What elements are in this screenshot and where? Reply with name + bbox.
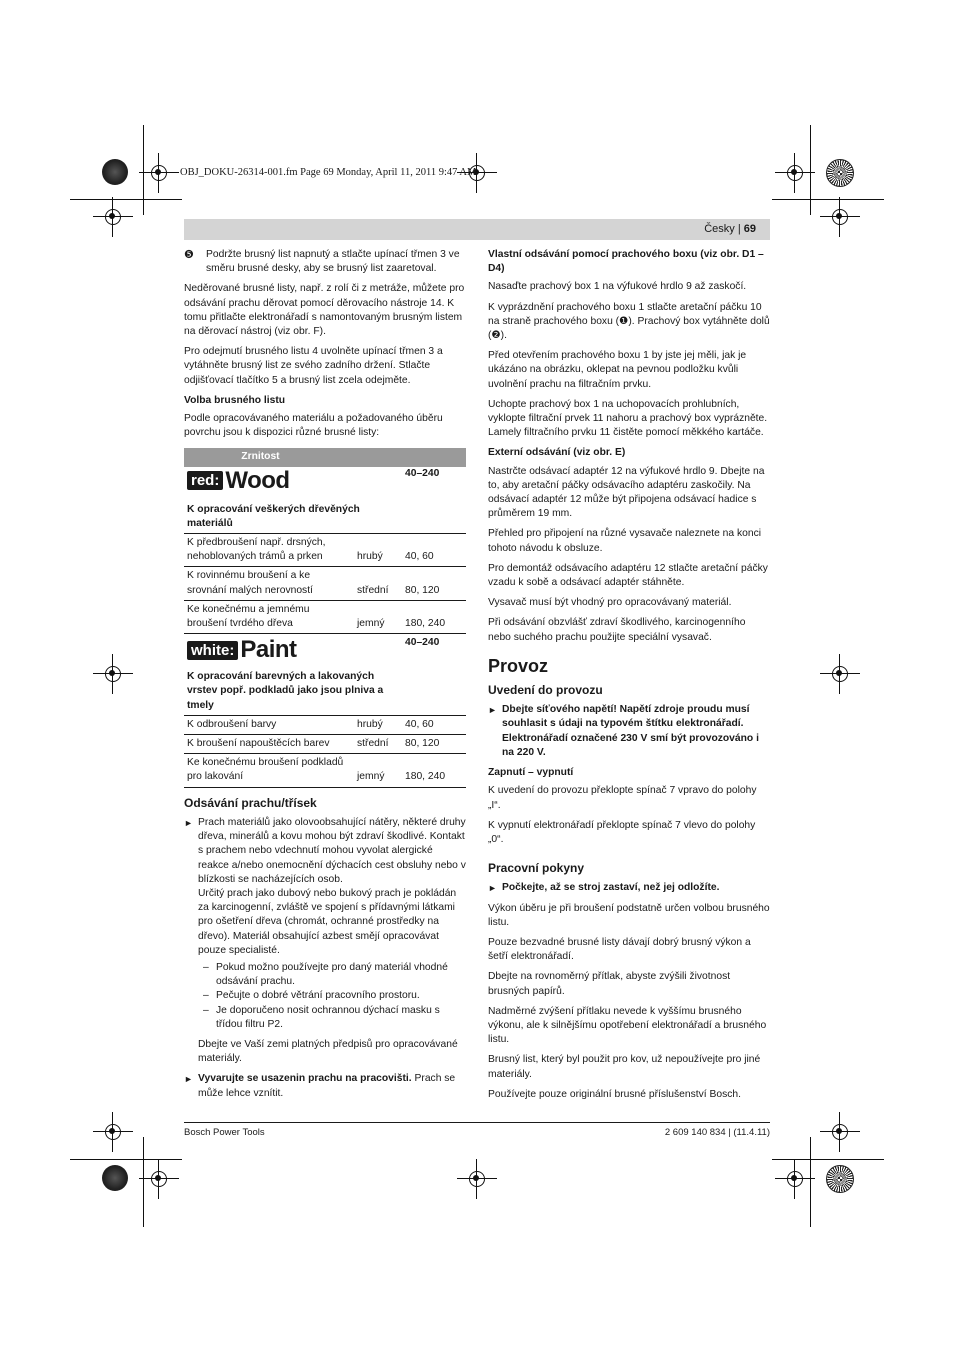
step-5: ❺ Podržte brusný list napnutý a stlačte upínací třmen 3 ve směru brusné desky, aby se brusný list zaaretoval.: [184, 249, 460, 275]
wood-description: K opracování veškerých dřevěných materiálů: [187, 503, 360, 529]
crosshair-mark: [101, 662, 125, 686]
paint-description: K opracování barevných a lakovaných vrstev popř. podkladů jako jsou plniva a tmely: [187, 671, 384, 711]
right-column: Vlastní odsávání pomocí prachového boxu (viz obr. D1 – D4) Nasaďte prachový box 1 na výfukové hrdlo 9 až zaskočí. K vyprázdnění prachového boxu 1 stlačte aretační páčku 10 na straně prachového boxu (❶). Prachový box vytáhněte dolů (❷). Před otevřením prachového boxu 1 by jste jej měli, jak je ukázáno na obrázku, oklepat na pevnou podložku kvůli uvolnění prachu na filtračním prvku. Uchopte prachový box 1 na uchopovacích prohlubních, vyklopte filtrační prvek 11 nahoru a prachový box vyprázněte. Lamely filtračního prvku 11 čistěte pomocí měkkého kartáče. Externí odsávání (viz obr. E) Nastrčte odsávací adaptér 12 na výfukové hrdlo 9. Dbejte na to, aby aretační páčky odsávacího adaptéru zaskočily. Na odsávací adaptér 12 může být připojena odsávací hadice s průměrem 19 mm. Přehled pro připojení na různé vysavače naleznete na konci tohoto návodu k obsluze. Pro demontáž odsávacího adaptéru 12 stlačte aretační páčky vzadu k sobě a odsávací adaptér stáhněte. Vysavač musí být vhodný pro opracovávaný materiál. Při odsávání obzvlášť zdraví škodlivého, karcinogenního nebo suchého prachu použijte speciální vysavač. Provoz Uvedení do provozu ► Dbejte síťového napětí! Napětí zdroje proudu musí souhlasit s údaji na typovém štítku elektronářadí. Elektronářadí označené 230 V smí být provozováno i na 220 V. Zapnutí – vypnutí K uvedení do provozu překlopte spínač 7 vpravo do polohy „I“. K vypnutí elektronářadí překlopte spínač 7 vlevo do polohy „0“. Pracovní pokyny ► Počkejte, až se stroj zastaví, než jej odložíte. Výkon úběru je při broušení podstatně určen volbou brusného listu. Pouze bezvadné brusné listy dávají dobrý brusný výkon a šetří elektronářadí. Dbejte na rovnoměrný přítlak, abyste zvýšili životnost brusných papírů. Nadměrné zvýšení přítlaku nevede k vyššímu brusného výkonu, ale k silnějšímu opotřebení elektronářadí a brusného listu. Brusný list, který byl použit pro kov, už nepoužívejte pro jiné materiály. Používejte pouze originální brusné příslušenství Bosch.: [488, 249, 770, 1100]
crop-line: [772, 1159, 884, 1160]
section-heading: Odsávání prachu/třísek: [184, 795, 317, 810]
dash-list: – Pokud možno používejte pro daný materiál vhodné odsávání prachu. – Pečujte o dobré větrání pracovního prostoru. – Je doporučeno nosit ochrannou dýchací masku s třídou filtru P2. Dbejte ve Vaší zemi platných předpisů pro opracovávané materiály.: [184, 961, 466, 1066]
crosshair-mark: [828, 205, 852, 229]
registration-disc-tr: [826, 159, 854, 187]
red-wood-logo: red: Wood: [187, 469, 399, 493]
crop-line: [143, 1137, 144, 1227]
crosshair-mark: [783, 1167, 807, 1191]
removal-paragraph: Pro odejmutí brusného listu 4 uvolněte upínací třmen 3 a vytáhněte brusný list ze svého zadního držení. Stlačte odjišťovací tlačítko 5 a brusný list zcela odejměte.: [184, 346, 443, 386]
crop-line: [810, 125, 811, 215]
selection-intro: Podle opracovávaného materiálu a požadovaného úběru povrchu jsou k dispozici různé brusné listy:: [184, 413, 443, 439]
table-row: K odbroušení barvy hrubý 40, 60: [184, 715, 466, 734]
chapter-title: Provoz: [488, 655, 549, 676]
crosshair-mark: [465, 1167, 489, 1191]
crosshair-mark: [828, 1120, 852, 1144]
crop-line: [143, 125, 144, 215]
section-heading: Externí odsávání (viz obr. E): [488, 447, 626, 459]
table-row: K rovinnému broušení a ke srovnání malých nerovností střední 80, 120: [184, 567, 466, 600]
crosshair-mark: [147, 1167, 171, 1191]
table-row: Ke konečnému a jemnému broušení tvrdého dřeva jemný 180, 240: [184, 600, 466, 633]
crop-line: [70, 199, 182, 200]
section-heading: Zapnutí – vypnutí: [488, 767, 574, 779]
footer-doc-number: 2 609 140 834 | (11.4.11): [664, 1127, 770, 1138]
section-heading: Vlastní odsávání pomocí prachového boxu (viz obr. D1 – D4): [488, 249, 764, 275]
list-item: – Pokud možno používejte pro daný materiál vhodné odsávání prachu.: [203, 961, 448, 988]
list-item: – Pečujte o dobré větrání pracovního prostoru.: [203, 990, 420, 1002]
page-footer: [184, 1122, 770, 1138]
section-heading: Pracovní pokyny: [488, 861, 585, 876]
crop-line: [772, 199, 884, 200]
crosshair-mark: [101, 205, 125, 229]
page-number: Česky | 69: [704, 223, 756, 235]
section-heading: Volba brusného listu: [184, 394, 286, 406]
wood-range: 40–240: [402, 465, 466, 534]
registration-disc-bl: [102, 1165, 128, 1191]
sanding-sheet-rows: [184, 465, 466, 788]
warning-bullet: ► Počkejte, až se stroj zastaví, než jej odložíte.: [488, 882, 720, 894]
section-heading: Uvedení do provozu: [488, 683, 603, 698]
list-item: – Je doporučeno nosit ochrannou dýchací masku s třídou filtru P2.: [203, 1004, 440, 1030]
table-row: K broušení napouštěcích barev střední 80, 120: [184, 735, 466, 754]
crosshair-mark: [101, 1120, 125, 1144]
crosshair-mark: [147, 161, 171, 185]
registration-disc-tl: [102, 159, 128, 185]
page-header: [184, 219, 770, 240]
table-row: K předbroušení např. drsných, nehoblovaných trámů a prken hrubý 40, 60: [184, 534, 466, 567]
crop-line: [810, 1137, 811, 1227]
left-column: [184, 248, 466, 1107]
perforating-paragraph: Neděrované brusné listy, např. z rolí či z metráže, můžete pro odsávání prachu děrovat pomocí děrovacího nástroje 14. K tomu přitlačte elektronářadí s namontovaným brusným listem na děrovací nástroj (viz obr. F).: [184, 283, 465, 338]
warning-bullet: ► Vyvarujte se usazenin prachu na pracovišti. Prach se může lehce vznítit.: [184, 1073, 456, 1099]
warning-bullet: ► Dbejte síťového napětí! Napětí zdroje proudu musí souhlasit s údaji na typovém štítku elektronářadí. Elektronářadí označené 230 V smí být provozováno i na 220 V.: [488, 704, 759, 758]
warning-bullet: ► Prach materiálů jako olovoobsahující nátěry, některé druhy dřeva, minerálů a kovu mohou být zdraví škodlivé. Kontakt s prachem nebo vdechnutí mohou vyvolat alergické reakce a/nebo onemocnění dýchacích cest obsluhy nebo v blízkosti se nacházejících osob. Určitý prach jako dubový nebo bukový prach je pokládán za karcinogenní, zvláště ve spojení s přídavnými látkami pro ošetření dřeva (chromát, ochranné prostředky na dřevo). Materiál obsahující azbest smějí opracovávat pouze specialisté.: [184, 816, 466, 956]
grit-header: Zrnitost: [238, 448, 439, 466]
white-paint-logo: white: Paint: [187, 638, 399, 662]
registration-disc-br: [826, 1165, 854, 1193]
crop-line: [70, 1159, 182, 1160]
file-slug: OBJ_DOKU-26314-001.fm Page 69 Monday, April 11, 2011 9:47 AM: [180, 167, 477, 178]
table-row: Ke konečnému broušení podkladů pro lakování jemný 180, 240: [184, 754, 466, 787]
footer-publisher: Bosch Power Tools: [184, 1127, 265, 1138]
crosshair-mark: [783, 161, 807, 185]
crosshair-mark: [828, 662, 852, 686]
paint-range: 40–240: [402, 634, 466, 716]
